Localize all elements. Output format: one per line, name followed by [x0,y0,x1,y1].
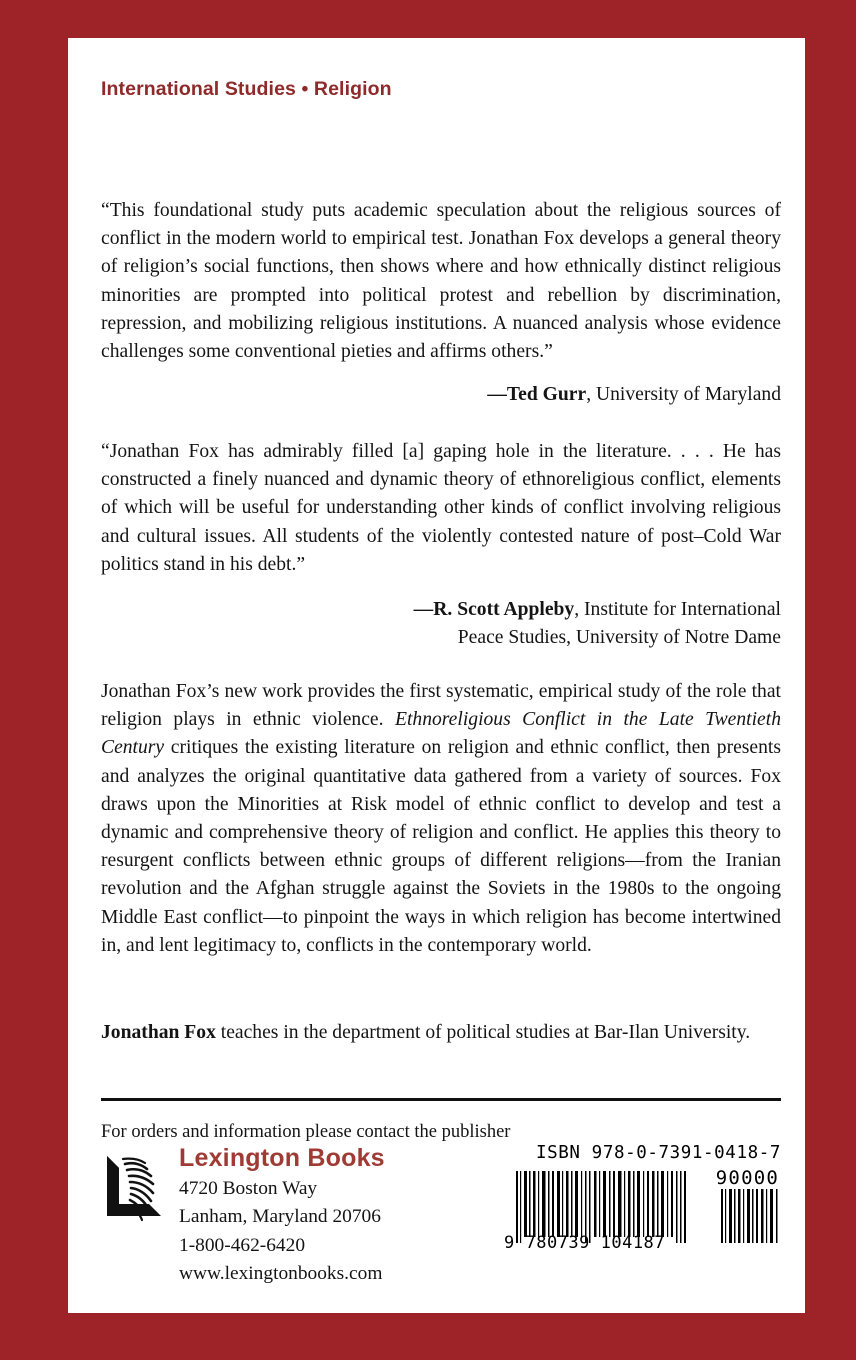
publisher-website: www.lexingtonbooks.com [179,1263,383,1285]
lexington-books-logo-icon [103,1148,175,1222]
attribution-name-1: —Ted Gurr [487,384,587,405]
review-blurb-1: “This foundational study puts academic speculation about the religious sources of conflict in the modern world to empirical test. Jonathan Fox develops a general theory of religion’s social functions, then shows where and how ethnically distinct religious minorities are prompted into political protest and rebellion by discrimination, repression, and mobilizing religious institutions. A nuanced analysis whose evidence challenges some conventional pieties and affirms others.” [101,200,781,363]
isbn-number: ISBN 978-0-7391-0418-7 [536,1143,781,1163]
author-name: Jonathan Fox [101,1022,216,1043]
addon-barcode-icon [721,1189,781,1243]
description-part-1: Jonathan Fox’s new work provides the first systematic, empirical study of the role that religion plays in ethnic violence. [101,681,781,731]
content-column [101,38,781,1313]
attribution-name-2: —R. Scott Appleby [413,599,575,620]
publisher-name: Lexington Books [179,1144,385,1172]
review-attribution-2 [101,596,781,652]
ean-digits: 9 780739 104187 [504,1233,666,1253]
horizontal-divider [101,1098,781,1101]
review-attribution-1 [101,381,781,409]
book-description [101,678,781,960]
review-blurb-2: “Jonathan Fox has admirably filled [a] gaping hole in the literature. . . . He has constructed a finely nuanced and dynamic theory of ethnoreligious conflict, elements of which will be useful for understanding other kinds of conflict involving religious and cultural issues. All students of the violently contested nature of post–Cold War politics stand in his debt.” [101,441,781,575]
barcode-bars-row [504,1171,781,1253]
author-bio-text: teaches in the department of political studies at Bar-Ilan University. [215,1022,751,1043]
isbn-barcode-block [504,1143,781,1303]
orders-information-line: For orders and information please contact the publisher [101,1122,511,1142]
attribution-line-1 [101,596,781,624]
description-part-2: critiques the existing literature on religion and ethnic conflict, then presents and analyzes the original quantitative data gathered from a variety of sources. Fox draws upon the Minorities at Risk model of ethnic conflict to develop and test a dynamic and comprehensive theory of religion and conflict. He applies this theory to resurgent conflicts between ethnic groups of different religions—from the Iranian revolution and the Afghan struggle against the Soviets in the 1980s to the ongoing Middle East conflict—to pinpoint the ways in which religion has become intertwined in, and lent legitimacy to, conflicts in the contemporary world. [101,737,781,956]
publisher-phone: 1-800-462-6420 [179,1234,306,1256]
publisher-city-state-zip: Lanham, Maryland 20706 [179,1206,381,1228]
price-addon-code: 90000 [715,1167,779,1189]
attribution-line-2: Peace Studies, University of Notre Dame [457,627,781,649]
white-content-panel [68,38,805,1313]
author-bio [101,1019,781,1047]
book-title-italic: Ethnoreligious Conflict in the Late Twentieth Century [101,709,781,759]
publisher-address-block [179,1143,509,1289]
attribution-affiliation-1: , University of Maryland [586,384,781,405]
series-category-header: International Studies • Religion [101,78,392,100]
publisher-street: 4720 Boston Way [179,1178,318,1199]
attribution-affiliation-2: , Institute for International [574,599,781,620]
